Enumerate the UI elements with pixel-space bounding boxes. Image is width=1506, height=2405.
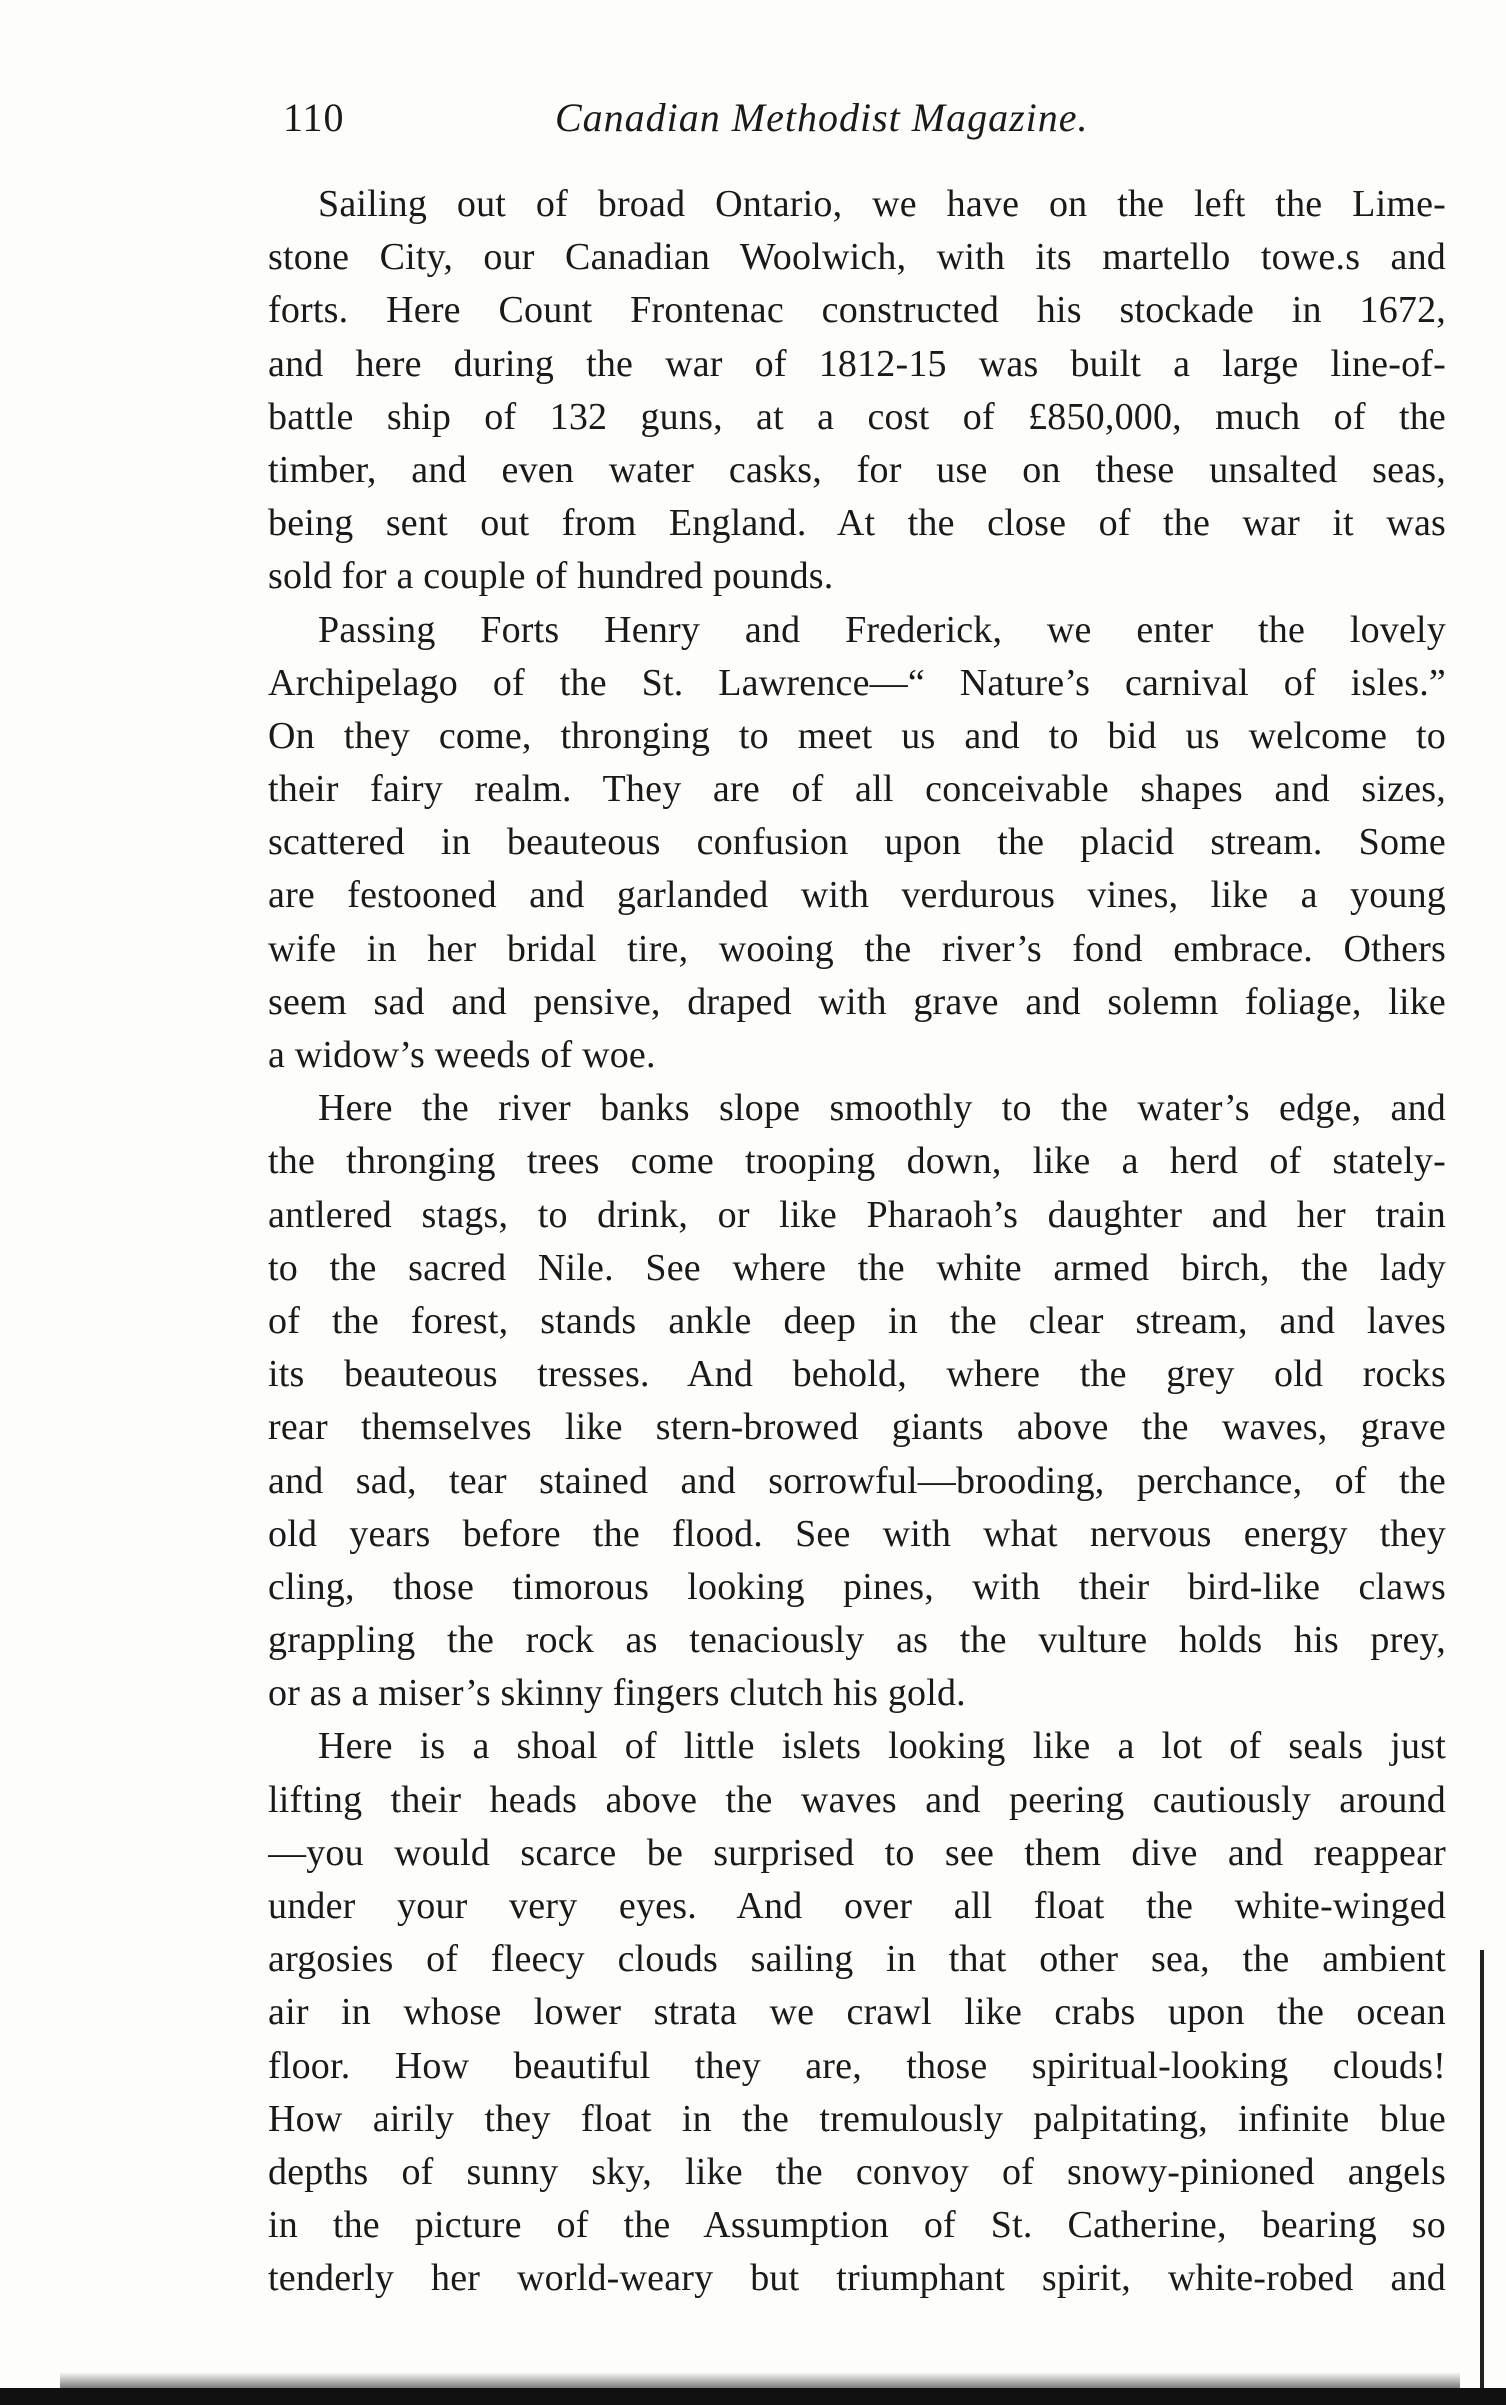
- text-line: rear themselves like stern-browed giants above the waves, grave: [268, 1406, 1446, 1449]
- text-line: On they come, thronging to meet us and to bid us welcome to: [268, 714, 1446, 757]
- text-line: seem sad and pensive, draped with grave and solemn foliage, like: [268, 980, 1446, 1023]
- journal-title: Canadian Methodist Magazine.: [555, 95, 1089, 140]
- text-line: scattered in beauteous confusion upon the placid stream. Some: [268, 821, 1446, 864]
- text-line: argosies of fleecy clouds sailing in that other sea, the ambient: [268, 1938, 1446, 1981]
- text-line: to the sacred Nile. See where the white armed birch, the lady: [268, 1246, 1446, 1289]
- text-line: How airily they float in the tremulously palpitating, infinite blue: [268, 2097, 1446, 2140]
- running-head: [0, 88, 1506, 148]
- text-line: are festooned and garlanded with verdurous vines, like a young: [268, 874, 1446, 917]
- text-line: cling, those timorous looking pines, with their bird-like claws: [268, 1565, 1446, 1608]
- text-line: lifting their heads above the waves and peering cautiously around: [268, 1778, 1446, 1821]
- text-line: Sailing out of broad Ontario, we have on the left the Lime-: [318, 183, 1446, 225]
- text-line: in the picture of the Assumption of St. Catherine, bearing so: [268, 2204, 1446, 2247]
- text-line: its beauteous tresses. And behold, where the grey old rocks: [268, 1353, 1446, 1396]
- text-line: forts. Here Count Frontenac constructed his stockade in 1672,: [268, 289, 1446, 332]
- text-line: old years before the flood. See with what nervous energy they: [268, 1512, 1446, 1555]
- text-line: grappling the rock as tenaciously as the vulture holds his prey,: [268, 1619, 1446, 1662]
- scan-edge-fade: [60, 2372, 1460, 2388]
- text-line: Passing Forts Henry and Frederick, we enter the lovely: [318, 608, 1446, 651]
- text-line: Here the river banks slope smoothly to the water’s edge, and: [318, 1087, 1446, 1130]
- text-line: of the forest, stands ankle deep in the clear stream, and laves: [268, 1299, 1446, 1342]
- text-line: being sent out from England. At the close of the war it was: [268, 502, 1446, 545]
- text-line: under your very eyes. And over all float the white-winged: [268, 1885, 1446, 1927]
- text-line: tenderly her world-weary but triumphant spirit, white-robed and: [268, 2257, 1446, 2300]
- page-number: 110: [283, 95, 345, 140]
- text-line: air in whose lower strata we crawl like crabs upon the ocean: [268, 1991, 1446, 2034]
- page-edge-shadow: [1480, 1950, 1484, 2390]
- text-line: stone City, our Canadian Woolwich, with its martello towe.s and: [268, 236, 1446, 279]
- text-line: Here is a shoal of little islets looking like a lot of seals just: [318, 1725, 1446, 1768]
- text-line: and here during the war of 1812-15 was built a large line-of-: [268, 342, 1446, 385]
- text-line: —you would scarce be surprised to see them dive and reappear: [268, 1831, 1446, 1874]
- text-line: their fairy realm. They are of all conceivable shapes and sizes,: [268, 768, 1446, 811]
- text-line: and sad, tear stained and sorrowful—brooding, perchance, of the: [268, 1459, 1446, 1502]
- scan-bottom-edge: [0, 2388, 1506, 2405]
- text-line: timber, and even water casks, for use on these unsalted seas,: [268, 448, 1446, 491]
- text-line: antlered stags, to drink, or like Pharaoh’s daughter and her train: [268, 1193, 1446, 1236]
- text-line: sold for a couple of hundred pounds.: [268, 555, 834, 598]
- text-line: wife in her bridal tire, wooing the river’s fond embrace. Others: [268, 927, 1446, 970]
- text-line: battle ship of 132 guns, at a cost of £850,000, much of the: [268, 395, 1446, 438]
- text-line: floor. How beautiful they are, those spiritual-looking clouds!: [268, 2044, 1446, 2087]
- text-line: the thronging trees come trooping down, like a herd of stately-: [268, 1140, 1446, 1183]
- body-text: [268, 178, 1446, 2306]
- text-line: or as a miser’s skinny fingers clutch his gold.: [268, 1672, 966, 1715]
- text-line: a widow’s weeds of woe.: [268, 1034, 656, 1076]
- text-line: depths of sunny sky, like the convoy of snowy-pinioned angels: [268, 2150, 1446, 2193]
- text-line: Archipelago of the St. Lawrence—“ Nature’s carnival of isles.”: [268, 661, 1446, 704]
